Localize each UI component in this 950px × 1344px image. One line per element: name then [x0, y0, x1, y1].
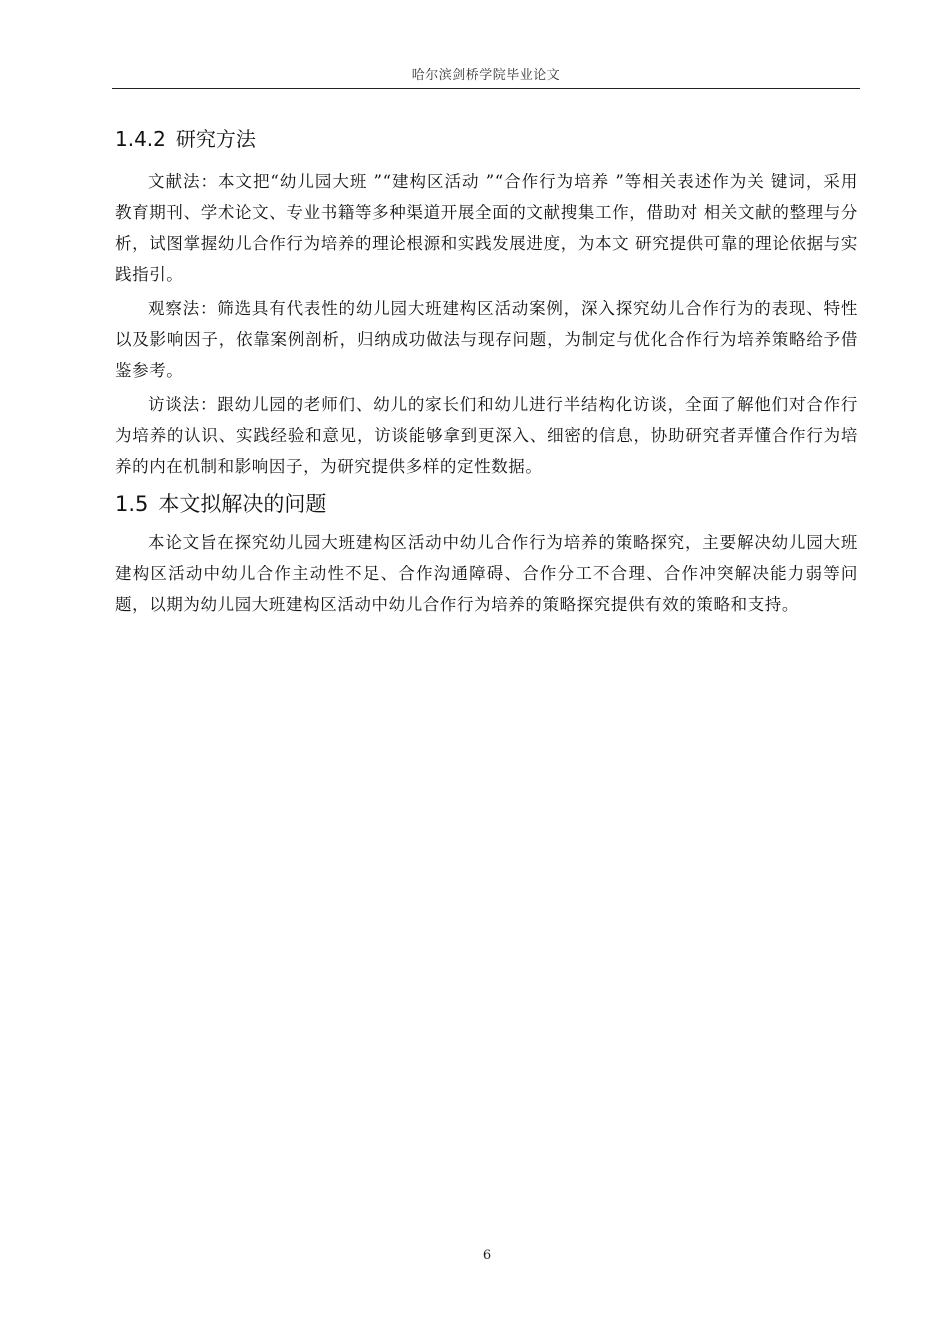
page-number: 6: [482, 1248, 492, 1263]
paragraph-problems: 本论文旨在探究幼儿园大班建构区活动中幼儿合作行为培养的策略探究，主要解决幼儿园大班建构区活动中幼儿合作主动性不足、合作沟通障碍、合作分工不合理、合作冲突解决能力弱等问题，以期为幼儿园大班建构区活动中幼儿合作行为培养的策略探究提供有效的策略和支持。: [115, 533, 858, 614]
paragraph-literature-method: 文献法：本文把“幼儿园大班 ”“建构区活动 ”“合作行为培养 ”等相关表述作为关 键词，采用教育期刊、学术论文、专业书籍等多种渠道开展全面的文献搜集工作，借助对 相关文献的整理与分析，试图掌握幼儿合作行为培养的理论根源和实践发展进度，为本文 研究提供可靠的理论依据与实践指引。: [115, 172, 858, 284]
header-rule: [112, 88, 860, 89]
paragraph-interview-method: 访谈法：跟幼儿园的老师们、幼儿的家长们和幼儿进行半结构化访谈，全面了解他们对合作行为培养的认识、实践经验和意见，访谈能够拿到更深入、细密的信息，协助研究者弄懂合作行为培养的内在机制和影响因子，为研究提供多样的定性数据。: [115, 395, 858, 476]
paragraph-observation-method: 观察法：筛选具有代表性的幼儿园大班建构区活动案例，深入探究幼儿合作行为的表现、特性以及影响因子，依靠案例剖析，归纳成功做法与现存问题，为制定与优化合作行为培养策略给予借鉴参考。: [115, 299, 858, 380]
section-number: 1.5: [115, 492, 149, 516]
page-body: [115, 120, 858, 623]
section-number: 1.4.2: [115, 127, 166, 151]
section-heading-1-5: [115, 485, 858, 523]
section-heading-1-4-2: [115, 120, 858, 158]
section-title: 本文拟解决的问题: [158, 492, 327, 516]
section-title: 研究方法: [175, 127, 256, 151]
running-header: 哈尔滨剑桥学院毕业论文: [411, 68, 561, 83]
